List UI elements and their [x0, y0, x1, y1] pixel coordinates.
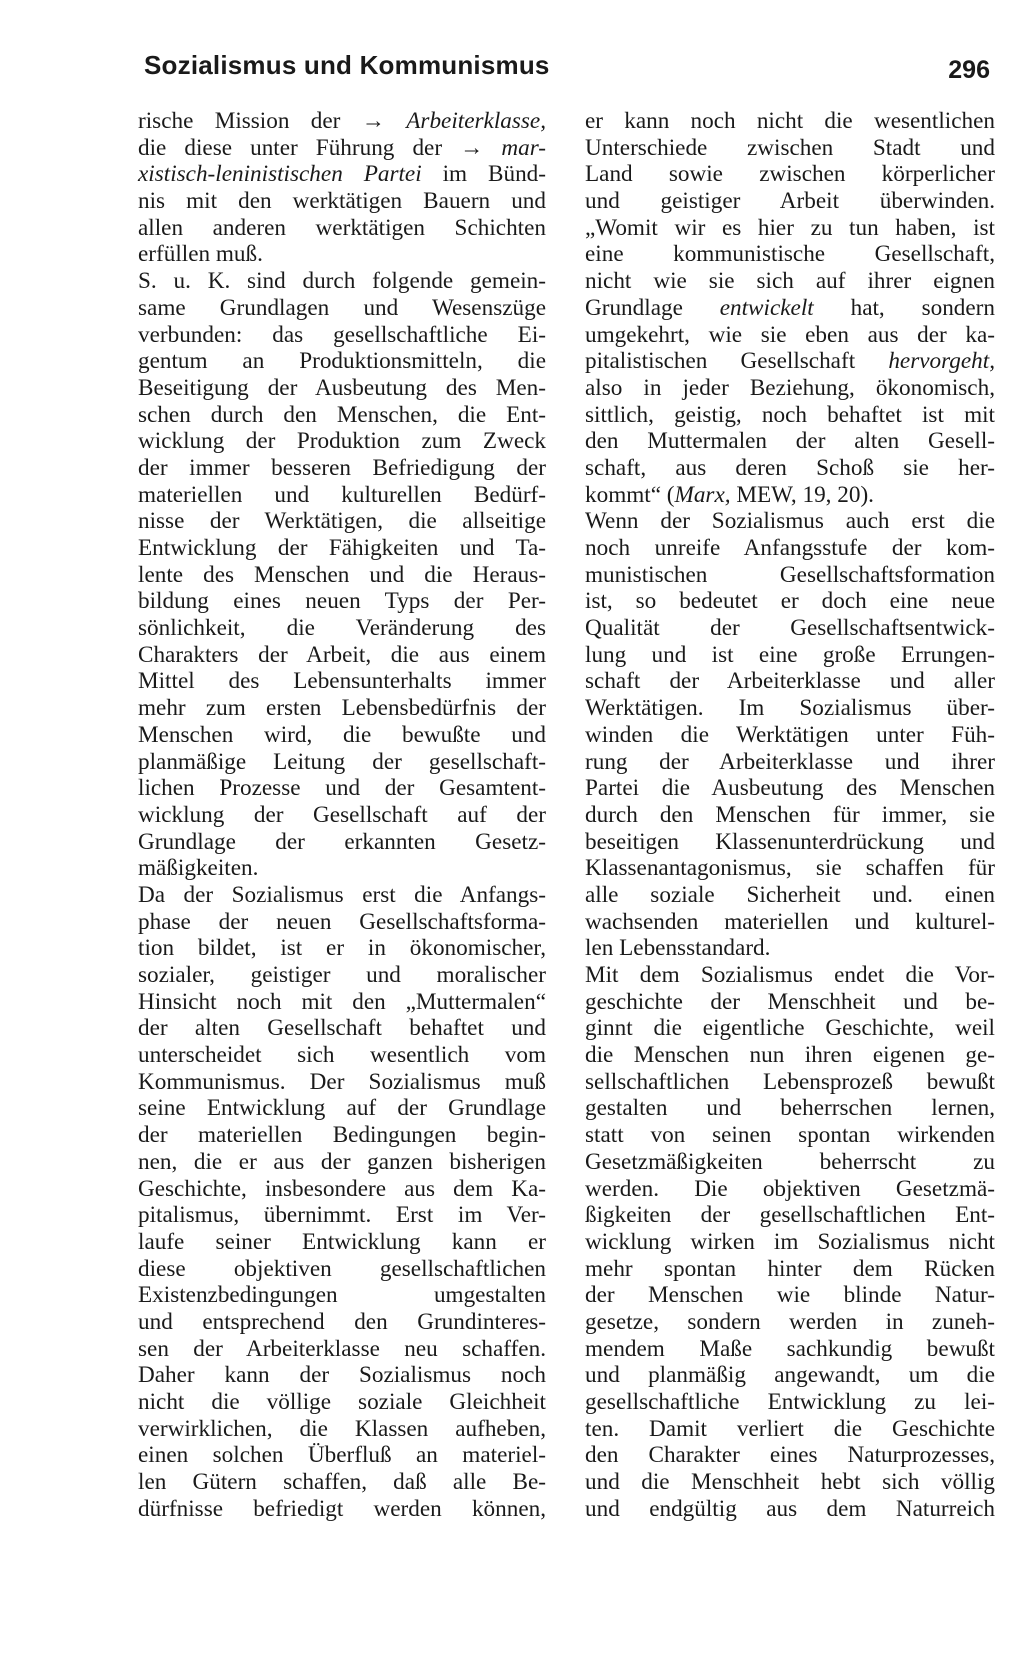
text-segment: wachsenden materiellen und kulturel-	[585, 908, 995, 935]
text-segment: beseitigen Klassenunterdrückung und	[585, 828, 995, 855]
text-line	[138, 1256, 546, 1283]
text-segment: die diese unter Führung der	[138, 134, 461, 161]
text-segment: Land sowie zwischen körperlicher	[585, 161, 995, 188]
text-line	[585, 615, 995, 642]
text-line	[585, 295, 995, 322]
text-line	[138, 695, 546, 722]
text-segment: den Muttermalen der alten Gesell-	[585, 428, 995, 455]
text-segment: schaft, aus deren Schoß sie her-	[585, 454, 995, 481]
text-line	[138, 188, 546, 215]
text-segment: len Lebensstandard.	[585, 935, 771, 962]
text-segment: sönlichkeit, die Veränderung des	[138, 615, 546, 642]
text-line	[138, 1069, 546, 1096]
italic-text: Marx,	[674, 481, 731, 508]
text-segment: rung der Arbeiterklasse und ihrer	[585, 748, 995, 775]
text-line	[585, 562, 995, 589]
text-line	[138, 1469, 546, 1496]
text-line	[585, 1095, 995, 1122]
text-segment: also in jeder Beziehung, ökonomisch,	[585, 374, 995, 401]
text-segment: Hinsicht noch mit den „Muttermalen“	[138, 988, 546, 1015]
text-segment: mehr zum ersten Lebensbedürfnis der	[138, 695, 546, 722]
text-line	[138, 1149, 546, 1176]
text-line	[585, 1362, 995, 1389]
text-line	[585, 588, 995, 615]
text-line	[138, 1202, 546, 1229]
text-line	[585, 215, 995, 242]
text-segment: nicht die völlige soziale Gleichheit	[138, 1389, 546, 1415]
text-line	[585, 1015, 995, 1042]
italic-text: entwickelt	[719, 294, 814, 321]
italic-text: Arbeiterklasse,	[406, 108, 546, 134]
text-line	[138, 962, 546, 989]
text-segment: mehr spontan hinter dem Rücken	[585, 1255, 995, 1282]
text-line	[138, 135, 546, 162]
text-line	[138, 295, 546, 322]
text-line	[585, 268, 995, 295]
text-segment: mäßigkeiten.	[138, 855, 259, 882]
text-line	[585, 1416, 995, 1443]
text-line	[138, 909, 546, 936]
text-segment: Existenzbedingungen umgestalten	[138, 1282, 546, 1309]
text-line	[138, 882, 546, 909]
text-segment: eine kommunistische Gesellschaft,	[585, 241, 995, 268]
text-segment: gesellschaftliche Entwicklung zu lei-	[585, 1389, 995, 1415]
text-line	[585, 1336, 995, 1363]
italic-text: xistisch-leninistischen Partei	[138, 161, 422, 188]
text-line	[138, 161, 546, 188]
text-line	[138, 428, 546, 455]
text-segment: diese objektiven gesellschaftlichen	[138, 1255, 546, 1282]
text-segment: same Grundlagen und Wesenszüge	[138, 294, 546, 321]
text-segment: kommt“ (	[585, 481, 675, 508]
text-segment: gestalten und beherrschen lernen,	[585, 1095, 995, 1122]
text-segment: MEW, 19, 20).	[730, 481, 874, 508]
text-line	[585, 802, 995, 829]
text-segment: der immer besseren Befriedigung der	[138, 454, 546, 481]
text-line	[585, 188, 995, 215]
text-segment: wicklung wirken im Sozialismus nicht	[585, 1228, 995, 1255]
text-line	[585, 1442, 995, 1469]
text-segment: allen anderen werktätigen Schichten	[138, 214, 546, 241]
text-segment: rische Mission der	[138, 108, 362, 134]
text-line	[138, 1309, 546, 1336]
text-segment: mendem Maße sachkundig bewußt	[585, 1335, 995, 1362]
text-segment: Entwicklung der Fähigkeiten und Ta-	[138, 535, 546, 561]
text-segment: pitalistischen Gesellschaft	[585, 348, 889, 375]
text-segment: Qualität der Gesellschaftsentwick-	[585, 615, 995, 642]
text-line	[138, 1282, 546, 1309]
text-line	[585, 1309, 995, 1336]
text-segment: und geistiger Arbeit überwinden.	[585, 188, 995, 215]
text-line	[138, 1442, 546, 1469]
text-segment: Kommunismus. Der Sozialismus muß	[138, 1068, 546, 1095]
text-line	[585, 161, 995, 188]
text-segment: verwirklichen, die Klassen aufheben,	[138, 1415, 546, 1442]
text-segment: dürfnisse befriedigt werden können,	[138, 1495, 546, 1522]
text-segment: gesetze, sondern werden in zuneh-	[585, 1308, 995, 1335]
text-segment: nis mit den werktätigen Bauern und	[138, 188, 546, 215]
text-line	[585, 909, 995, 936]
text-line	[138, 749, 546, 776]
text-line	[585, 855, 995, 882]
text-segment: Unterschiede zwischen Stadt und	[585, 134, 995, 161]
text-line	[138, 935, 546, 962]
text-line	[138, 455, 546, 482]
text-segment: nen, die er aus der ganzen bisherigen	[138, 1148, 546, 1175]
italic-text: mar-	[501, 134, 546, 161]
text-line	[585, 1469, 995, 1496]
text-segment: Wenn der Sozialismus auch erst die	[585, 508, 995, 535]
text-line	[138, 1362, 546, 1389]
text-line	[138, 108, 546, 135]
text-line	[138, 668, 546, 695]
text-line	[585, 241, 995, 268]
text-line	[138, 535, 546, 562]
text-segment: phase der neuen Gesellschaftsforma-	[138, 908, 546, 935]
text-segment: erfüllen muß.	[138, 241, 263, 268]
text-line	[138, 562, 546, 589]
text-line	[585, 749, 995, 776]
text-segment: Grundlage	[585, 294, 720, 321]
text-line	[138, 268, 546, 295]
text-segment: Menschen wird, die bewußte und	[138, 721, 546, 748]
text-line	[585, 1389, 995, 1416]
text-segment: statt von seinen spontan wirkenden	[585, 1122, 995, 1149]
text-segment: ten. Damit verliert die Geschichte	[585, 1415, 995, 1442]
text-line	[585, 1069, 995, 1096]
text-line	[138, 855, 546, 882]
text-line	[585, 1282, 995, 1309]
text-segment: ßigkeiten der gesellschaftlichen Ent-	[585, 1202, 995, 1229]
text-segment: werden. Die objektiven Gesetzmä-	[585, 1175, 995, 1202]
text-segment: hat, sondern	[813, 294, 995, 321]
text-segment: und die Menschheit hebt sich völlig	[585, 1469, 995, 1496]
text-line	[138, 1176, 546, 1203]
text-segment: Beseitigung der Ausbeutung des Men-	[138, 374, 546, 401]
text-segment: lichen Prozesse und der Gesamtent-	[138, 775, 546, 802]
text-segment: Charakters der Arbeit, die aus einem	[138, 641, 546, 668]
text-line	[585, 1122, 995, 1149]
text-line	[138, 215, 546, 242]
text-line	[585, 348, 995, 375]
text-segment: und planmäßig angewandt, um die	[585, 1362, 995, 1389]
text-line	[585, 455, 995, 482]
text-segment: seine Entwicklung auf der Grundlage	[138, 1095, 546, 1122]
text-line	[138, 1496, 546, 1523]
text-line	[138, 1416, 546, 1443]
text-segment: alle soziale Sicherheit und. einen	[585, 881, 995, 908]
text-line	[585, 668, 995, 695]
left-text-column	[138, 108, 546, 1522]
text-segment: winden die Werktätigen unter Füh-	[585, 721, 995, 748]
text-line	[585, 402, 995, 429]
text-segment: Klassenantagonismus, sie schaffen für	[585, 855, 995, 882]
text-segment: sen der Arbeiterklasse neu schaffen.	[138, 1335, 546, 1362]
text-segment: verbunden: das gesellschaftliche Ei-	[138, 321, 546, 348]
text-segment: Daher kann der Sozialismus noch	[138, 1362, 546, 1389]
text-segment: ist, so bedeutet er doch eine neue	[585, 588, 995, 615]
text-segment: den Charakter eines Naturprozesses,	[585, 1442, 995, 1469]
text-line	[585, 1229, 995, 1256]
text-segment: „Womit wir es hier zu tun haben, ist	[585, 214, 995, 241]
text-line	[585, 722, 995, 749]
text-line	[138, 241, 546, 268]
text-line	[585, 108, 995, 135]
text-segment: laufe seiner Entwicklung kann er	[138, 1228, 546, 1255]
text-line	[585, 482, 995, 509]
text-segment: noch unreife Anfangsstufe der kom-	[585, 535, 995, 561]
text-line	[138, 322, 546, 349]
text-segment: wicklung der Gesellschaft auf der	[138, 801, 546, 828]
text-line	[585, 428, 995, 455]
text-line	[138, 802, 546, 829]
section-title: Sozialismus und Kommunismus	[144, 50, 550, 80]
text-segment: Mittel des Lebensunterhalts immer	[138, 668, 546, 695]
text-segment: bildung eines neuen Typs der Per-	[138, 588, 546, 615]
text-segment: →	[361, 108, 407, 134]
text-segment: ginnt die eigentliche Geschichte, weil	[585, 1015, 995, 1042]
text-segment: materiellen und kulturellen Bedürf-	[138, 481, 546, 508]
text-segment: Partei die Ausbeutung des Menschen	[585, 775, 995, 802]
text-segment: umgekehrt, wie sie eben aus der ka-	[585, 321, 995, 348]
text-line	[138, 642, 546, 669]
text-line	[585, 935, 995, 962]
text-segment: tion bildet, ist er in ökonomischer,	[138, 935, 546, 962]
text-line	[585, 508, 995, 535]
text-segment: schaft der Arbeiterklasse und aller	[585, 668, 995, 695]
text-line	[585, 1149, 995, 1176]
page-number: 296	[948, 56, 990, 84]
text-segment: nisse der Werktätigen, die allseitige	[138, 508, 546, 535]
text-segment: der Menschen wie blinde Natur-	[585, 1282, 995, 1309]
italic-text: hervorgeht,	[888, 348, 995, 375]
text-line	[585, 642, 995, 669]
text-line	[138, 402, 546, 429]
text-segment: sozialer, geistiger und moralischer	[138, 962, 546, 988]
text-segment: sittlich, geistig, noch behaftet ist mit	[585, 401, 995, 428]
text-line	[585, 1176, 995, 1203]
text-segment: die Menschen nun ihren eigenen ge-	[585, 1042, 995, 1069]
text-segment: Geschichte, insbesondere aus dem Ka-	[138, 1175, 546, 1202]
text-segment: lung und ist eine große Errungen-	[585, 641, 995, 668]
text-segment: nicht wie sie sich auf ihrer eignen	[585, 268, 995, 295]
text-line	[138, 775, 546, 802]
text-line	[138, 1122, 546, 1149]
text-line	[138, 1042, 546, 1069]
text-line	[585, 989, 995, 1016]
text-segment: Grundlage der erkannten Gesetz-	[138, 828, 546, 855]
text-line	[585, 322, 995, 349]
text-segment: der alten Gesellschaft behaftet und	[138, 1015, 546, 1042]
text-segment: gentum an Produktionsmitteln, die	[138, 348, 546, 375]
text-segment: munistischen Gesellschaftsformation	[585, 561, 995, 588]
text-segment: schen durch den Menschen, die Ent-	[138, 401, 546, 428]
text-segment: und entsprechend den Grundinteres-	[138, 1308, 546, 1335]
text-line	[138, 1229, 546, 1256]
text-line	[585, 135, 995, 162]
text-segment: geschichte der Menschheit und be-	[585, 988, 995, 1015]
text-line	[585, 775, 995, 802]
text-segment: S. u. K. sind durch folgende gemein-	[138, 268, 546, 295]
text-line	[138, 482, 546, 509]
text-line	[138, 1336, 546, 1363]
text-segment: planmäßige Leitung der gesellschaft-	[138, 748, 546, 775]
text-segment: lente des Menschen und die Heraus-	[138, 561, 546, 588]
text-line	[585, 1042, 995, 1069]
text-segment: Gesetzmäßigkeiten beherrscht zu	[585, 1148, 995, 1175]
text-segment: pitalismus, übernimmt. Erst im Ver-	[138, 1202, 546, 1229]
text-line	[585, 1256, 995, 1283]
text-line	[585, 829, 995, 856]
text-line	[138, 722, 546, 749]
right-text-column	[585, 108, 995, 1522]
text-line	[138, 989, 546, 1016]
text-line	[585, 882, 995, 909]
text-line	[138, 348, 546, 375]
text-line	[585, 1202, 995, 1229]
text-segment: →	[460, 134, 502, 161]
text-line	[585, 375, 995, 402]
text-segment: der materiellen Bedingungen begin-	[138, 1122, 546, 1149]
text-segment: durch den Menschen für immer, sie	[585, 801, 995, 828]
text-line	[585, 535, 995, 562]
text-segment: Mit dem Sozialismus endet die Vor-	[585, 962, 995, 988]
text-segment: im Bünd-	[421, 161, 546, 188]
text-line	[138, 1095, 546, 1122]
text-line	[138, 1389, 546, 1416]
text-segment: len Gütern schaffen, daß alle Be-	[138, 1469, 546, 1496]
text-segment: Da der Sozialismus erst die Anfangs-	[138, 881, 546, 908]
text-line	[138, 1015, 546, 1042]
text-segment: Werktätigen. Im Sozialismus über-	[585, 695, 995, 722]
text-line	[585, 962, 995, 989]
running-header	[144, 50, 990, 90]
text-segment: einen solchen Überfluß an materiel-	[138, 1442, 546, 1469]
text-segment: sellschaftlichen Lebensprozeß bewußt	[585, 1068, 995, 1095]
text-line	[138, 829, 546, 856]
text-line	[138, 615, 546, 642]
text-segment: er kann noch nicht die wesentlichen	[585, 108, 995, 134]
text-segment: unterscheidet sich wesentlich vom	[138, 1042, 546, 1069]
text-line	[138, 588, 546, 615]
text-line	[585, 1496, 995, 1523]
text-line	[138, 508, 546, 535]
text-line	[585, 695, 995, 722]
text-segment: wicklung der Produktion zum Zweck	[138, 428, 546, 455]
text-segment: und endgültig aus dem Naturreich	[585, 1495, 995, 1522]
text-line	[138, 375, 546, 402]
